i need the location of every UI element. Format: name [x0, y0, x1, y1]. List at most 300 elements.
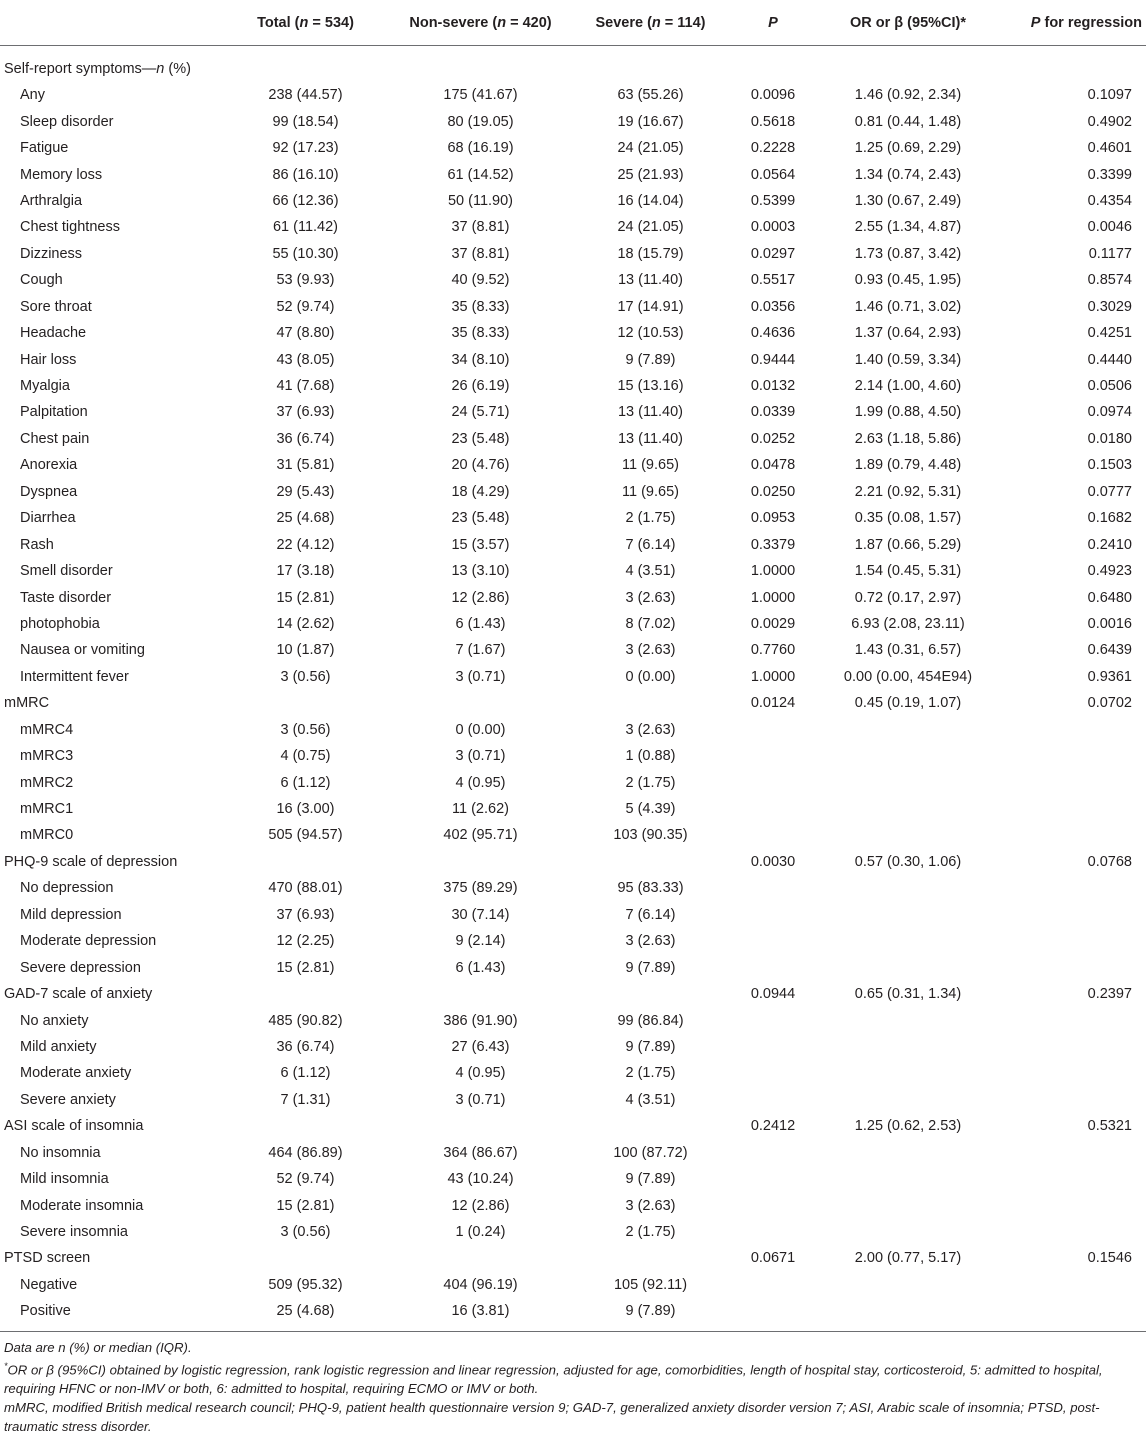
row-label: Smell disorder: [20, 563, 113, 580]
cell-severe: 24 (21.05): [617, 140, 684, 157]
table-row: [0, 769, 1146, 795]
cell-non-severe: 375 (89.29): [443, 880, 518, 897]
footnote-abbreviations: mMRC, modified British medical research council; PHQ-9, patient health questionnaire version 9; GAD-7, generalized anxiety disorder version 7; ASI, Arabic scale of insomnia; PTSD, post-traumatic stress disorder.: [4, 1399, 1100, 1434]
cell-p-regression: [1003, 1060, 1146, 1086]
cell-p: 0.9444: [750, 351, 796, 368]
cell-non-severe: 43 (10.24): [447, 1171, 514, 1188]
cell-or: [813, 1272, 1003, 1298]
cell-p-regression: [1003, 1166, 1146, 1192]
cell-p: 0.2228: [750, 140, 796, 157]
cell-non-severe: [393, 46, 568, 83]
cell-p-regression: 0.3399: [1087, 166, 1132, 183]
cell-total: [218, 1245, 393, 1271]
cell-p-regression: [1003, 1219, 1146, 1245]
table-row: [0, 1272, 1146, 1298]
table-row: [0, 399, 1146, 425]
cell-total: [218, 981, 393, 1007]
cell-severe: 9 (7.89): [625, 1038, 676, 1055]
row-label: Self-report symptoms—n (%): [4, 61, 191, 77]
cell-or: [813, 875, 1003, 901]
table-row: [0, 664, 1146, 690]
cell-severe: 99 (86.84): [617, 1012, 684, 1029]
cell-p: [733, 1219, 813, 1245]
table-row: [0, 1166, 1146, 1192]
cell-or: 0.72 (0.17, 2.97): [854, 589, 962, 606]
cell-or: [813, 1007, 1003, 1033]
cell-severe: 3 (2.63): [625, 1197, 676, 1214]
cell-non-severe: 6 (1.43): [455, 615, 506, 632]
row-label: Memory loss: [20, 166, 103, 183]
cell-non-severe: 3 (0.71): [455, 748, 506, 765]
cell-or: 1.43 (0.31, 6.57): [854, 642, 962, 659]
cell-or: 1.37 (0.64, 2.93): [854, 325, 962, 342]
cell-severe: 9 (7.89): [625, 351, 676, 368]
table-row: [0, 426, 1146, 452]
cell-or: 2.00 (0.77, 5.17): [854, 1250, 962, 1267]
row-label: No anxiety: [20, 1012, 89, 1029]
cell-non-severe: 23 (5.48): [451, 430, 510, 447]
cell-p: [733, 902, 813, 928]
cell-non-severe: 11 (2.62): [452, 801, 509, 818]
row-label: mMRC: [4, 695, 50, 712]
cell-p: [733, 1298, 813, 1331]
cell-severe: 8 (7.02): [625, 615, 676, 632]
row-label: mMRC2: [20, 774, 74, 791]
cell-total: 6 (1.12): [280, 774, 331, 791]
table-header: [0, 1, 1146, 46]
table-row: [0, 505, 1146, 531]
cell-severe: 3 (2.63): [625, 933, 676, 950]
table-row: [0, 294, 1146, 320]
cell-total: [218, 46, 393, 83]
table-row: [0, 452, 1146, 478]
cell-p-regression: [1003, 1140, 1146, 1166]
table-row: [0, 717, 1146, 743]
table-row: [0, 531, 1146, 557]
table-row: [0, 82, 1146, 108]
row-label: Chest tightness: [20, 219, 120, 236]
cell-p-regression: [1003, 743, 1146, 769]
cell-total: 31 (5.81): [276, 457, 335, 474]
cell-severe: 100 (87.72): [613, 1144, 688, 1161]
cell-p: [733, 1007, 813, 1033]
cell-severe: 19 (16.67): [617, 113, 684, 130]
row-label: No depression: [20, 880, 114, 897]
cell-or: 1.40 (0.59, 3.34): [854, 351, 962, 368]
cell-p-regression: [1003, 902, 1146, 928]
cell-p-regression: 0.3029: [1087, 298, 1132, 315]
cell-total: 99 (18.54): [272, 113, 339, 130]
row-label: Headache: [20, 325, 87, 342]
cell-or: [813, 1166, 1003, 1192]
cell-p-regression: [1003, 1007, 1146, 1033]
footnote-or: [4, 1357, 1142, 1398]
cell-non-severe: 6 (1.43): [455, 959, 506, 976]
cell-non-severe: 402 (95.71): [443, 827, 518, 844]
cell-non-severe: 80 (19.05): [447, 113, 514, 130]
cell-severe: 105 (92.11): [613, 1276, 688, 1293]
cell-or: 1.25 (0.69, 2.29): [854, 140, 962, 157]
table-row: [0, 558, 1146, 584]
row-label: Mild anxiety: [20, 1038, 97, 1055]
cell-p: 0.7760: [750, 642, 796, 659]
cell-severe: 2 (1.75): [625, 510, 676, 527]
cell-non-severe: [393, 690, 568, 716]
table-row: [0, 479, 1146, 505]
cell-p-regression: 0.6439: [1087, 642, 1132, 659]
cell-severe: 63 (55.26): [617, 87, 684, 104]
cell-p-regression: 0.4354: [1087, 192, 1132, 209]
cell-p-regression: 0.4923: [1087, 563, 1132, 580]
cell-total: 3 (0.56): [280, 1224, 331, 1241]
cell-non-severe: 18 (4.29): [451, 483, 510, 500]
footnote-data: Data are n (%) or median (IQR).: [4, 1339, 192, 1355]
cell-total: 6 (1.12): [280, 1065, 331, 1082]
header-p-regression: P for regression: [1003, 1, 1146, 46]
cell-p: [733, 875, 813, 901]
cell-non-severe: 40 (9.52): [451, 272, 510, 289]
row-label: Sore throat: [20, 298, 92, 315]
cell-severe: 13 (11.40): [617, 404, 684, 421]
cell-non-severe: 37 (8.81): [451, 219, 510, 236]
cell-p-regression: 0.4440: [1087, 351, 1132, 368]
cell-p-regression: 0.0506: [1087, 378, 1132, 395]
cell-p-regression: [1003, 1034, 1146, 1060]
cell-non-severe: 4 (0.95): [455, 774, 506, 791]
cell-p: 0.0030: [750, 853, 796, 870]
row-label: Nausea or vomiting: [20, 642, 145, 659]
cell-p-regression: [1003, 1298, 1146, 1331]
table-row: [0, 320, 1146, 346]
table-row: [0, 188, 1146, 214]
cell-total: 41 (7.68): [276, 378, 335, 395]
cell-non-severe: 364 (86.67): [443, 1144, 518, 1161]
cell-severe: 3 (2.63): [625, 721, 676, 738]
cell-non-severe: 3 (0.71): [455, 1091, 506, 1108]
cell-severe: 0 (0.00): [625, 668, 676, 685]
cell-p: 0.0478: [750, 457, 796, 474]
cell-severe: 9 (7.89): [568, 1298, 733, 1331]
cell-p-regression: 0.2410: [1087, 536, 1132, 553]
cell-total: 505 (94.57): [268, 827, 343, 844]
cell-non-severe: 16 (3.81): [393, 1298, 568, 1331]
cell-non-severe: 0 (0.00): [455, 721, 506, 738]
cell-non-severe: 3 (0.71): [455, 668, 506, 685]
cell-or: [813, 902, 1003, 928]
section-row: [0, 1245, 1146, 1271]
row-label: PTSD screen: [4, 1250, 91, 1267]
cell-p: [733, 46, 813, 83]
cell-or: [813, 822, 1003, 848]
table-row: [0, 637, 1146, 663]
cell-or: 1.54 (0.45, 5.31): [854, 563, 962, 580]
row-label: Intermittent fever: [20, 668, 129, 685]
cell-p: 0.0339: [750, 404, 796, 421]
cell-total: 36 (6.74): [276, 430, 335, 447]
cell-or: 1.34 (0.74, 2.43): [854, 166, 962, 183]
cell-or: 1.73 (0.87, 3.42): [854, 245, 962, 262]
cell-or: [813, 1060, 1003, 1086]
cell-p-regression: 0.0016: [1087, 615, 1132, 632]
cell-total: 14 (2.62): [276, 615, 335, 632]
cell-p-regression: 0.0046: [1087, 219, 1132, 236]
cell-severe: 11 (9.65): [622, 457, 679, 474]
cell-non-severe: [393, 1113, 568, 1139]
row-label: mMRC1: [20, 801, 74, 818]
cell-non-severe: 9 (2.14): [455, 933, 506, 950]
cell-total: 470 (88.01): [268, 880, 343, 897]
cell-or: 0.81 (0.44, 1.48): [854, 113, 962, 130]
cell-or: [813, 46, 1003, 83]
cell-p-regression: 0.1097: [1087, 87, 1132, 104]
row-label: Hair loss: [20, 351, 77, 368]
cell-or: [813, 796, 1003, 822]
cell-non-severe: 50 (11.90): [447, 192, 514, 209]
cell-p: 0.0252: [750, 430, 796, 447]
cell-severe: 95 (83.33): [617, 880, 684, 897]
cell-non-severe: 34 (8.10): [451, 351, 510, 368]
table-row: [0, 1060, 1146, 1086]
cell-total: 43 (8.05): [276, 351, 335, 368]
cell-p-regression: 0.4902: [1087, 113, 1132, 130]
cell-total: 37 (6.93): [276, 906, 335, 923]
cell-severe: 13 (11.40): [617, 430, 684, 447]
cell-non-severe: 61 (14.52): [447, 166, 514, 183]
cell-or: 6.93 (2.08, 23.11): [851, 615, 965, 632]
cell-p: [733, 1087, 813, 1113]
row-label: Severe anxiety: [20, 1091, 116, 1108]
cell-or: 0.57 (0.30, 1.06): [854, 853, 962, 870]
cell-total: 15 (2.81): [276, 959, 335, 976]
cell-p: 0.4636: [750, 325, 796, 342]
row-label: Palpitation: [20, 404, 88, 421]
row-label: Chest pain: [20, 430, 90, 447]
cell-p-regression: 0.1682: [1087, 510, 1132, 527]
cell-non-severe: 68 (16.19): [447, 140, 514, 157]
cell-severe: 1 (0.88): [625, 748, 676, 765]
table-row: [0, 902, 1146, 928]
cell-total: 61 (11.42): [272, 219, 339, 236]
cell-or: 2.63 (1.18, 5.86): [854, 430, 962, 447]
cell-p-regression: [1003, 875, 1146, 901]
row-label: Severe depression: [20, 959, 141, 976]
cell-total: [218, 1113, 393, 1139]
table-row: [0, 1034, 1146, 1060]
cell-p-regression: [1003, 928, 1146, 954]
row-label: mMRC3: [20, 748, 74, 765]
cell-or: 2.14 (1.00, 4.60): [854, 378, 962, 395]
cell-or: [813, 1087, 1003, 1113]
cell-or: [813, 769, 1003, 795]
cell-total: 238 (44.57): [268, 87, 343, 104]
cell-severe: 7 (6.14): [625, 536, 676, 553]
row-label: Mild insomnia: [20, 1171, 109, 1188]
cell-non-severe: 30 (7.14): [451, 906, 510, 923]
cell-or: 1.30 (0.67, 2.49): [854, 192, 962, 209]
cell-p: 1.0000: [750, 668, 796, 685]
row-label: Rash: [20, 536, 54, 553]
cell-total: 485 (90.82): [268, 1012, 343, 1029]
cell-non-severe: [393, 849, 568, 875]
row-label: Anorexia: [20, 457, 78, 474]
cell-p: [733, 1272, 813, 1298]
cell-p-regression: [1003, 46, 1146, 83]
row-label: GAD-7 scale of anxiety: [4, 986, 153, 1003]
cell-total: 37 (6.93): [276, 404, 335, 421]
section-row: [0, 981, 1146, 1007]
table-footnotes: [0, 1332, 1146, 1436]
row-label: Moderate depression: [20, 933, 157, 950]
cell-total: 12 (2.25): [276, 933, 335, 950]
cell-severe: 16 (14.04): [617, 192, 684, 209]
table-row: [0, 135, 1146, 161]
cell-p: 0.0356: [750, 298, 796, 315]
cell-total: 16 (3.00): [276, 801, 335, 818]
cell-non-severe: 26 (6.19): [451, 378, 510, 395]
table-row: [0, 822, 1146, 848]
cell-total: 29 (5.43): [276, 483, 335, 500]
cell-p: 0.0944: [750, 986, 796, 1003]
table-row: [0, 108, 1146, 134]
cell-total: 509 (95.32): [268, 1276, 343, 1293]
cell-p-regression: 0.0777: [1087, 483, 1132, 500]
cell-or: 1.89 (0.79, 4.48): [854, 457, 962, 474]
cell-severe: 3 (2.63): [625, 589, 676, 606]
row-label: Moderate insomnia: [20, 1197, 144, 1214]
cell-p: 0.2412: [750, 1118, 796, 1135]
table-body: [0, 46, 1146, 1332]
cell-p: 0.0564: [750, 166, 796, 183]
cell-total: 3 (0.56): [280, 668, 331, 685]
row-label: ASI scale of insomnia: [4, 1118, 144, 1135]
cell-non-severe: 35 (8.33): [451, 298, 510, 315]
cell-or: [813, 1140, 1003, 1166]
cell-p-regression: 0.0180: [1087, 430, 1132, 447]
cell-or: 1.46 (0.71, 3.02): [854, 298, 962, 315]
row-label: Cough: [20, 272, 63, 289]
cell-or: [813, 1034, 1003, 1060]
cell-non-severe: 175 (41.67): [443, 87, 518, 104]
cell-non-severe: 404 (96.19): [443, 1276, 518, 1293]
row-label: Positive: [0, 1298, 218, 1331]
cell-p: 0.0953: [750, 510, 796, 527]
cell-or: 0.93 (0.45, 1.95): [854, 272, 962, 289]
row-label: photophobia: [20, 615, 100, 632]
cell-severe: 4 (3.51): [625, 563, 676, 580]
table-row: [0, 1007, 1146, 1033]
cell-non-severe: 20 (4.76): [451, 457, 510, 474]
cell-total: 4 (0.75): [280, 748, 331, 765]
cell-total: 55 (10.30): [272, 245, 339, 262]
cell-total: 52 (9.74): [276, 1171, 335, 1188]
table-row: [0, 267, 1146, 293]
footnote-or-text: OR or β (95%CI) obtained by logistic regression, rank logistic regression and linear regression, adjusted for age, comorbidities, length of hospital stay, corticosteroid, 5: admitted to hospital, requiring HFNC or non-IMV or both, 6: admitted to hospital, requiring ECMO or IMV or both.: [4, 1361, 1103, 1396]
table-row: [0, 1219, 1146, 1245]
cell-non-severe: 37 (8.81): [451, 245, 510, 262]
row-label: PHQ-9 scale of depression: [4, 853, 178, 870]
cell-total: 53 (9.93): [276, 272, 335, 289]
cell-or: [813, 954, 1003, 980]
cell-total: 464 (86.89): [268, 1144, 343, 1161]
header-p: P: [733, 1, 813, 46]
cell-non-severe: 4 (0.95): [455, 1065, 506, 1082]
cell-p: 0.0250: [750, 483, 796, 500]
cell-p-regression: [1003, 769, 1146, 795]
cell-p-regression: 0.4251: [1087, 325, 1132, 342]
table-row: [0, 584, 1146, 610]
cell-p: 0.5618: [750, 113, 796, 130]
cell-severe: 17 (14.91): [617, 298, 684, 315]
section-row: [0, 46, 1146, 83]
cell-severe: 11 (9.65): [622, 483, 679, 500]
cell-severe: 4 (3.51): [625, 1091, 676, 1108]
cell-total: [218, 849, 393, 875]
cell-severe: [568, 1245, 733, 1271]
cell-p-regression: 0.5321: [1087, 1118, 1132, 1135]
cell-non-severe: 23 (5.48): [451, 510, 510, 527]
cell-non-severe: 27 (6.43): [451, 1038, 510, 1055]
cell-total: 15 (2.81): [276, 1197, 335, 1214]
cell-p: [733, 743, 813, 769]
cell-severe: [568, 690, 733, 716]
cell-severe: 103 (90.35): [613, 827, 688, 844]
cell-total: 22 (4.12): [276, 536, 335, 553]
cell-p-regression: [1003, 717, 1146, 743]
cell-non-severe: [393, 1245, 568, 1271]
cell-or: 1.46 (0.92, 2.34): [854, 87, 962, 104]
cell-severe: [568, 1113, 733, 1139]
cell-p-regression: 0.2397: [1087, 986, 1132, 1003]
header-non-severe: Non-severe (n = 420): [393, 1, 568, 46]
cell-p: 0.0003: [750, 219, 796, 236]
cell-severe: 25 (21.93): [617, 166, 684, 183]
cell-non-severe: 13 (3.10): [451, 563, 510, 580]
cell-p: 0.0132: [750, 378, 796, 395]
cell-p: 0.0096: [750, 87, 796, 104]
cell-total: 52 (9.74): [276, 298, 335, 315]
header-total: Total (n = 534): [218, 1, 393, 46]
table-row: [0, 796, 1146, 822]
cell-or: 2.55 (1.34, 4.87): [854, 219, 962, 236]
cell-p: 0.0297: [750, 245, 796, 262]
cell-p: [733, 1060, 813, 1086]
cell-p-regression: 0.0974: [1087, 404, 1132, 421]
cell-or: [813, 1192, 1003, 1218]
cell-p-regression: 0.1546: [1087, 1250, 1132, 1267]
table-row: [0, 1192, 1146, 1218]
table-row: [0, 161, 1146, 187]
table-row: [0, 875, 1146, 901]
cell-total: 3 (0.56): [280, 721, 331, 738]
cell-non-severe: [393, 981, 568, 1007]
cell-p: [733, 769, 813, 795]
cell-p: [733, 717, 813, 743]
row-label: Fatigue: [20, 140, 69, 157]
cell-non-severe: 1 (0.24): [455, 1224, 506, 1241]
cell-non-severe: 7 (1.67): [455, 642, 506, 659]
row-label: mMRC4: [20, 721, 74, 738]
table-row: [0, 346, 1146, 372]
table-row: [0, 954, 1146, 980]
cell-severe: 2 (1.75): [625, 774, 676, 791]
cell-severe: [568, 849, 733, 875]
cell-or: [813, 1298, 1003, 1331]
cell-p: [733, 822, 813, 848]
row-label: Dizziness: [20, 245, 83, 262]
cell-total: 25 (4.68): [218, 1298, 393, 1331]
header-severe: Severe (n = 114): [568, 1, 733, 46]
cell-non-severe: 35 (8.33): [451, 325, 510, 342]
